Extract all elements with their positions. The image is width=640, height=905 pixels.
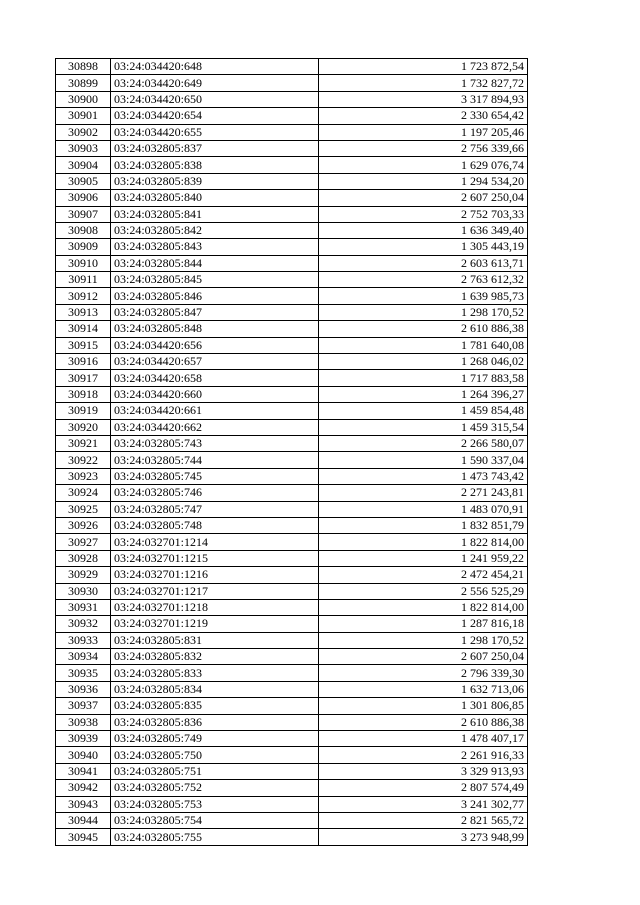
table-row (56, 763, 528, 779)
table-row (56, 599, 528, 615)
table-row (56, 239, 528, 255)
table-row (56, 222, 528, 238)
row-id-cell: 30907 (56, 206, 111, 222)
row-id-cell: 30903 (56, 140, 111, 156)
cadastral-value-cell: 1 478 407,17 (319, 731, 528, 747)
cadastral-number-cell: 03:24:032701:1218 (111, 599, 319, 615)
cadastral-value-cell: 2 330 654,42 (319, 108, 528, 124)
cadastral-number-cell: 03:24:032805:845 (111, 272, 319, 288)
cadastral-value-cell: 1 832 851,79 (319, 517, 528, 533)
table-row (56, 812, 528, 828)
cadastral-number-cell: 03:24:032805:834 (111, 681, 319, 697)
cadastral-value-cell: 1 459 854,48 (319, 403, 528, 419)
cadastral-number-cell: 03:24:032805:842 (111, 222, 319, 238)
table-row (56, 583, 528, 599)
table-row (56, 354, 528, 370)
cadastral-number-cell: 03:24:034420:660 (111, 386, 319, 402)
cadastral-number-cell: 03:24:034420:654 (111, 108, 319, 124)
table-row (56, 698, 528, 714)
cadastral-value-cell: 2 610 886,38 (319, 321, 528, 337)
cadastral-number-cell: 03:24:032805:843 (111, 239, 319, 255)
table-row (56, 649, 528, 665)
cadastral-number-cell: 03:24:032701:1214 (111, 534, 319, 550)
cadastral-value-cell: 2 756 339,66 (319, 140, 528, 156)
table-row (56, 206, 528, 222)
table-row (56, 157, 528, 173)
cadastral-value-cell: 2 607 250,04 (319, 649, 528, 665)
cadastral-number-cell: 03:24:034420:657 (111, 354, 319, 370)
cadastral-number-cell: 03:24:032805:752 (111, 780, 319, 796)
cadastral-value-cell: 1 459 315,54 (319, 419, 528, 435)
table-row (56, 485, 528, 501)
row-id-cell: 30945 (56, 829, 111, 845)
table-row (56, 731, 528, 747)
cadastral-value-cell: 3 273 948,99 (319, 829, 528, 845)
row-id-cell: 30941 (56, 763, 111, 779)
row-id-cell: 30944 (56, 812, 111, 828)
row-id-cell: 30901 (56, 108, 111, 124)
table-row (56, 616, 528, 632)
cadastral-number-cell: 03:24:034420:661 (111, 403, 319, 419)
cadastral-number-cell: 03:24:034420:655 (111, 124, 319, 140)
row-id-cell: 30942 (56, 780, 111, 796)
table-row (56, 714, 528, 730)
row-id-cell: 30937 (56, 698, 111, 714)
cadastral-value-cell: 1 197 205,46 (319, 124, 528, 140)
cadastral-value-cell: 2 607 250,04 (319, 190, 528, 206)
cadastral-number-cell: 03:24:032805:750 (111, 747, 319, 763)
cadastral-value-cell: 1 298 170,52 (319, 632, 528, 648)
cadastral-number-cell: 03:24:034420:656 (111, 337, 319, 353)
cadastral-number-cell: 03:24:032805:746 (111, 485, 319, 501)
row-id-cell: 30924 (56, 485, 111, 501)
row-id-cell: 30935 (56, 665, 111, 681)
row-id-cell: 30917 (56, 370, 111, 386)
row-id-cell: 30927 (56, 534, 111, 550)
cadastral-number-cell: 03:24:032701:1216 (111, 567, 319, 583)
row-id-cell: 30908 (56, 222, 111, 238)
cadastral-value-cell: 2 261 916,33 (319, 747, 528, 763)
cadastral-value-table (55, 58, 528, 846)
table-row (56, 452, 528, 468)
row-id-cell: 30905 (56, 173, 111, 189)
cadastral-number-cell: 03:24:032805:838 (111, 157, 319, 173)
table-row (56, 386, 528, 402)
row-id-cell: 30898 (56, 59, 111, 75)
cadastral-number-cell: 03:24:032805:837 (111, 140, 319, 156)
cadastral-value-cell: 2 807 574,49 (319, 780, 528, 796)
cadastral-value-cell: 1 483 070,91 (319, 501, 528, 517)
table-row (56, 534, 528, 550)
cadastral-number-cell: 03:24:032805:836 (111, 714, 319, 730)
cadastral-value-cell: 2 763 612,32 (319, 272, 528, 288)
cadastral-value-cell: 2 610 886,38 (319, 714, 528, 730)
cadastral-value-cell: 3 329 913,93 (319, 763, 528, 779)
cadastral-value-cell: 2 821 565,72 (319, 812, 528, 828)
table-row (56, 435, 528, 451)
cadastral-number-cell: 03:24:032805:754 (111, 812, 319, 828)
cadastral-value-cell: 1 781 640,08 (319, 337, 528, 353)
cadastral-value-cell: 1 632 713,06 (319, 681, 528, 697)
table-row (56, 501, 528, 517)
cadastral-value-cell: 2 266 580,07 (319, 435, 528, 451)
cadastral-value-cell: 2 752 703,33 (319, 206, 528, 222)
cadastral-value-cell: 1 639 985,73 (319, 288, 528, 304)
cadastral-number-cell: 03:24:032805:744 (111, 452, 319, 468)
cadastral-value-cell: 1 723 872,54 (319, 59, 528, 75)
row-id-cell: 30931 (56, 599, 111, 615)
cadastral-value-cell: 1 590 337,04 (319, 452, 528, 468)
table-row (56, 272, 528, 288)
cadastral-value-cell: 1 294 534,20 (319, 173, 528, 189)
cadastral-number-cell: 03:24:032805:847 (111, 304, 319, 320)
row-id-cell: 30913 (56, 304, 111, 320)
cadastral-number-cell: 03:24:032805:751 (111, 763, 319, 779)
cadastral-value-cell: 1 298 170,52 (319, 304, 528, 320)
row-id-cell: 30904 (56, 157, 111, 173)
table-row (56, 550, 528, 566)
cadastral-number-cell: 03:24:032805:748 (111, 517, 319, 533)
row-id-cell: 30928 (56, 550, 111, 566)
cadastral-value-cell: 1 287 816,18 (319, 616, 528, 632)
cadastral-number-cell: 03:24:032805:839 (111, 173, 319, 189)
cadastral-number-cell: 03:24:032805:833 (111, 665, 319, 681)
cadastral-number-cell: 03:24:032805:831 (111, 632, 319, 648)
cadastral-value-cell: 1 241 959,22 (319, 550, 528, 566)
cadastral-value-cell: 1 473 743,42 (319, 468, 528, 484)
row-id-cell: 30939 (56, 731, 111, 747)
cadastral-number-cell: 03:24:032805:846 (111, 288, 319, 304)
table-row (56, 370, 528, 386)
row-id-cell: 30910 (56, 255, 111, 271)
row-id-cell: 30936 (56, 681, 111, 697)
table-row (56, 124, 528, 140)
cadastral-number-cell: 03:24:032805:840 (111, 190, 319, 206)
row-id-cell: 30899 (56, 75, 111, 91)
cadastral-value-cell: 1 822 814,00 (319, 534, 528, 550)
row-id-cell: 30943 (56, 796, 111, 812)
cadastral-number-cell: 03:24:032805:753 (111, 796, 319, 812)
cadastral-number-cell: 03:24:034420:648 (111, 59, 319, 75)
table-row (56, 173, 528, 189)
table-row (56, 337, 528, 353)
row-id-cell: 30934 (56, 649, 111, 665)
cadastral-value-cell: 2 271 243,81 (319, 485, 528, 501)
cadastral-number-cell: 03:24:034420:650 (111, 91, 319, 107)
cadastral-value-cell: 1 264 396,27 (319, 386, 528, 402)
row-id-cell: 30918 (56, 386, 111, 402)
table-row (56, 829, 528, 845)
cadastral-value-cell: 1 822 814,00 (319, 599, 528, 615)
cadastral-number-cell: 03:24:032805:832 (111, 649, 319, 665)
table-row (56, 403, 528, 419)
row-id-cell: 30921 (56, 435, 111, 451)
table-row (56, 108, 528, 124)
row-id-cell: 30915 (56, 337, 111, 353)
table-row (56, 75, 528, 91)
cadastral-number-cell: 03:24:032805:743 (111, 435, 319, 451)
table-row (56, 796, 528, 812)
table-row (56, 681, 528, 697)
row-id-cell: 30920 (56, 419, 111, 435)
row-id-cell: 30914 (56, 321, 111, 337)
row-id-cell: 30902 (56, 124, 111, 140)
table-row (56, 288, 528, 304)
row-id-cell: 30938 (56, 714, 111, 730)
cadastral-value-cell: 1 305 443,19 (319, 239, 528, 255)
row-id-cell: 30932 (56, 616, 111, 632)
cadastral-number-cell: 03:24:032805:747 (111, 501, 319, 517)
cadastral-value-cell: 1 732 827,72 (319, 75, 528, 91)
cadastral-number-cell: 03:24:034420:649 (111, 75, 319, 91)
table-row (56, 419, 528, 435)
row-id-cell: 30923 (56, 468, 111, 484)
cadastral-value-cell: 1 636 349,40 (319, 222, 528, 238)
row-id-cell: 30922 (56, 452, 111, 468)
cadastral-number-cell: 03:24:032805:844 (111, 255, 319, 271)
table-row (56, 747, 528, 763)
cadastral-number-cell: 03:24:032805:841 (111, 206, 319, 222)
cadastral-number-cell: 03:24:032701:1215 (111, 550, 319, 566)
row-id-cell: 30916 (56, 354, 111, 370)
cadastral-number-cell: 03:24:032701:1217 (111, 583, 319, 599)
cadastral-number-cell: 03:24:032805:749 (111, 731, 319, 747)
table-row (56, 59, 528, 75)
row-id-cell: 30900 (56, 91, 111, 107)
table-row (56, 140, 528, 156)
cadastral-value-cell: 1 717 883,58 (319, 370, 528, 386)
cadastral-value-cell: 1 629 076,74 (319, 157, 528, 173)
cadastral-value-cell: 2 796 339,30 (319, 665, 528, 681)
cadastral-value-cell: 2 603 613,71 (319, 255, 528, 271)
cadastral-value-cell: 1 268 046,02 (319, 354, 528, 370)
table-row (56, 517, 528, 533)
cadastral-number-cell: 03:24:034420:662 (111, 419, 319, 435)
table-row (56, 321, 528, 337)
table-row (56, 780, 528, 796)
cadastral-number-cell: 03:24:032701:1219 (111, 616, 319, 632)
cadastral-number-cell: 03:24:032805:745 (111, 468, 319, 484)
cadastral-value-cell: 1 301 806,85 (319, 698, 528, 714)
cadastral-value-cell: 2 472 454,21 (319, 567, 528, 583)
cadastral-value-cell: 2 556 525,29 (319, 583, 528, 599)
table-row (56, 567, 528, 583)
row-id-cell: 30906 (56, 190, 111, 206)
table-body (56, 59, 528, 846)
table-row (56, 665, 528, 681)
cadastral-value-cell: 3 317 894,93 (319, 91, 528, 107)
table-row (56, 190, 528, 206)
table-row (56, 632, 528, 648)
row-id-cell: 30909 (56, 239, 111, 255)
row-id-cell: 30933 (56, 632, 111, 648)
row-id-cell: 30911 (56, 272, 111, 288)
table-row (56, 255, 528, 271)
row-id-cell: 30919 (56, 403, 111, 419)
cadastral-number-cell: 03:24:032805:848 (111, 321, 319, 337)
cadastral-number-cell: 03:24:034420:658 (111, 370, 319, 386)
row-id-cell: 30930 (56, 583, 111, 599)
row-id-cell: 30912 (56, 288, 111, 304)
row-id-cell: 30929 (56, 567, 111, 583)
cadastral-number-cell: 03:24:032805:755 (111, 829, 319, 845)
row-id-cell: 30940 (56, 747, 111, 763)
cadastral-value-cell: 3 241 302,77 (319, 796, 528, 812)
table-row (56, 304, 528, 320)
row-id-cell: 30925 (56, 501, 111, 517)
cadastral-number-cell: 03:24:032805:835 (111, 698, 319, 714)
table-row (56, 91, 528, 107)
row-id-cell: 30926 (56, 517, 111, 533)
table-row (56, 468, 528, 484)
